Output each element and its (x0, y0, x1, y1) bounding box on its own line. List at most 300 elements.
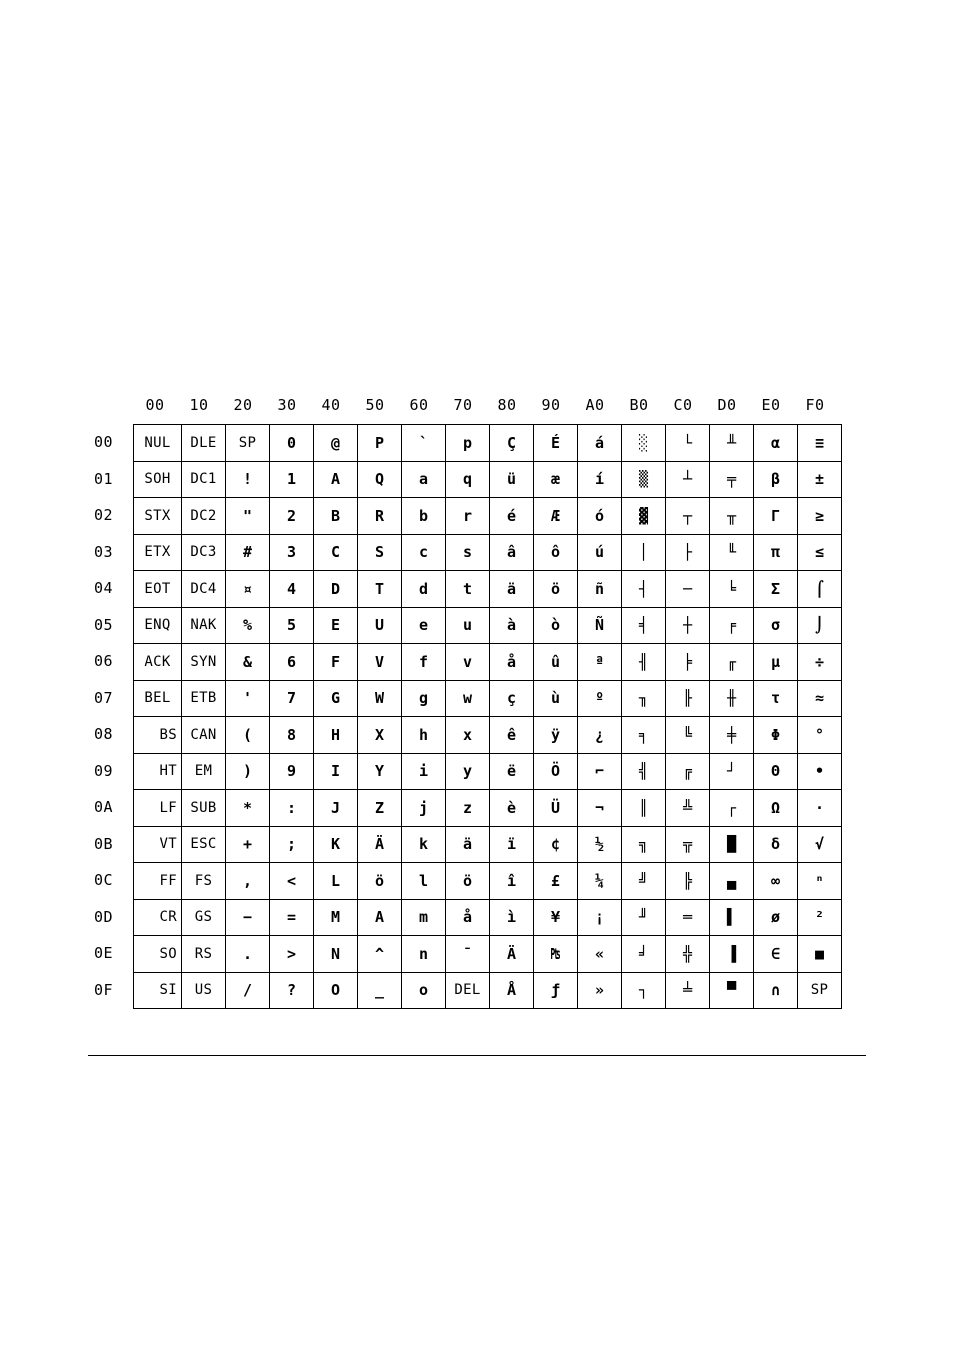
table-cell: SYN (182, 644, 226, 681)
table-cell: ` (402, 425, 446, 462)
table-cell: √ (798, 826, 842, 863)
table-cell: ' (226, 680, 270, 717)
table-cell: ê (490, 717, 534, 754)
table-cell: GS (182, 899, 226, 936)
table-cell: A (358, 899, 402, 936)
table-cell: æ (534, 461, 578, 498)
table-cell: ENQ (134, 607, 182, 644)
table-cell: ≥ (798, 498, 842, 535)
row-header: 00 (94, 433, 114, 451)
table-cell: a (402, 461, 446, 498)
table-cell: 6 (270, 644, 314, 681)
table-cell: β (754, 461, 798, 498)
table-cell: SO (134, 936, 182, 973)
table-cell: Ñ (578, 607, 622, 644)
table-cell: ▓ (622, 498, 666, 535)
column-header: 80 (497, 396, 517, 414)
table-cell: ¢ (534, 826, 578, 863)
table-cell: ┴ (666, 461, 710, 498)
table-cell: è (490, 790, 534, 827)
table-cell: ò (534, 607, 578, 644)
table-cell: ╬ (666, 936, 710, 973)
table-cell: ETX (134, 534, 182, 571)
table-cell: ï (490, 826, 534, 863)
table-cell: É (534, 425, 578, 462)
table-cell: î (490, 863, 534, 900)
table-cell: ACK (134, 644, 182, 681)
table-cell: ░ (622, 425, 666, 462)
column-header: F0 (805, 396, 825, 414)
table-cell: ö (534, 571, 578, 608)
table-cell: τ (754, 680, 798, 717)
table-row (134, 863, 842, 900)
table-cell: ¬ (578, 790, 622, 827)
table-cell: , (226, 863, 270, 900)
table-cell: y (446, 753, 490, 790)
table-cell: f (402, 644, 446, 681)
table-cell: DC4 (182, 571, 226, 608)
table-cell: ▐ (710, 936, 754, 973)
row-header: 0C (94, 871, 114, 889)
table-cell: ^ (358, 936, 402, 973)
table-cell: u (446, 607, 490, 644)
table-cell: v (446, 644, 490, 681)
table-cell: 2 (270, 498, 314, 535)
table-cell: ü (490, 461, 534, 498)
table-cell: g (402, 680, 446, 717)
row-header: 0E (94, 944, 114, 962)
table-cell: ± (798, 461, 842, 498)
table-cell: ╘ (710, 571, 754, 608)
table-cell: ; (270, 826, 314, 863)
table-row (134, 607, 842, 644)
table-cell: ! (226, 461, 270, 498)
table-cell: Æ (534, 498, 578, 535)
table-cell: ä (446, 826, 490, 863)
table-cell: é (490, 498, 534, 535)
table-cell: P (358, 425, 402, 462)
row-header: 06 (94, 652, 114, 670)
table-cell: Ü (534, 790, 578, 827)
table-cell: US (182, 972, 226, 1009)
table-cell: SP (226, 425, 270, 462)
table-cell: H (314, 717, 358, 754)
table-cell: ¿ (578, 717, 622, 754)
table-cell: ¯ (446, 936, 490, 973)
horizontal-rule (88, 1055, 866, 1056)
table-cell: e (402, 607, 446, 644)
column-header: 90 (541, 396, 561, 414)
table-cell: ╣ (622, 753, 666, 790)
table-cell: i (402, 753, 446, 790)
table-cell: ( (226, 717, 270, 754)
table-cell: û (534, 644, 578, 681)
table-cell: I (314, 753, 358, 790)
column-header: E0 (761, 396, 781, 414)
table-cell: ╙ (710, 534, 754, 571)
table-cell: S (358, 534, 402, 571)
table-cell: α (754, 425, 798, 462)
table-cell: º (578, 680, 622, 717)
table-cell: ∞ (754, 863, 798, 900)
table-cell: > (270, 936, 314, 973)
table-row (134, 534, 842, 571)
row-header: 0D (94, 907, 114, 926)
table-cell: ┐ (622, 972, 666, 1009)
table-cell: ë (490, 753, 534, 790)
table-cell: D (314, 571, 358, 608)
table-cell: Γ (754, 498, 798, 535)
table-cell: π (754, 534, 798, 571)
table-cell: ╓ (710, 644, 754, 681)
table-cell: ESC (182, 826, 226, 863)
table-row (134, 571, 842, 608)
table-cell: LF (134, 790, 182, 827)
table-cell: ä (490, 571, 534, 608)
table-cell: DC2 (182, 498, 226, 535)
table-cell: E (314, 607, 358, 644)
table-cell: █ (710, 826, 754, 863)
table-row (134, 826, 842, 863)
table-cell: p (446, 425, 490, 462)
table-cell: ─ (666, 571, 710, 608)
table-cell: Ω (754, 790, 798, 827)
table-cell: % (226, 607, 270, 644)
table-row (134, 899, 842, 936)
table-cell: FF (134, 863, 182, 900)
table-cell: CAN (182, 717, 226, 754)
table-cell: DEL (446, 972, 490, 1009)
column-header: 30 (277, 396, 297, 414)
table-cell: ⌐ (578, 753, 622, 790)
table-cell: ╩ (666, 790, 710, 827)
row-header: 0B (94, 834, 114, 853)
table-cell: ╗ (622, 826, 666, 863)
table-cell: 1 (270, 461, 314, 498)
table-cell: ╪ (710, 717, 754, 754)
table-cell: ┘ (710, 753, 754, 790)
table-cell: £ (534, 863, 578, 900)
table-cell: δ (754, 826, 798, 863)
table-cell: N (314, 936, 358, 973)
table-cell: SI (134, 972, 182, 1009)
row-header: 01 (94, 469, 114, 488)
table-cell: B (314, 498, 358, 535)
table-row (134, 644, 842, 681)
table-cell: A (314, 461, 358, 498)
table-cell: 7 (270, 680, 314, 717)
table-cell: ½ (578, 826, 622, 863)
table-cell: ø (754, 899, 798, 936)
table-cell: ┼ (666, 607, 710, 644)
table-cell: 8 (270, 717, 314, 754)
table-cell: 9 (270, 753, 314, 790)
row-header: 0F (94, 980, 114, 999)
table-row (134, 425, 842, 462)
table-cell: Ä (490, 936, 534, 973)
table-cell: • (798, 753, 842, 790)
table-cell: ┬ (666, 498, 710, 535)
table-cell: Ö (534, 753, 578, 790)
table-cell: ÷ (798, 644, 842, 681)
table-cell: m (402, 899, 446, 936)
table-cell: ª (578, 644, 622, 681)
table-cell: └ (666, 425, 710, 462)
table-cell: RS (182, 936, 226, 973)
table-cell: NUL (134, 425, 182, 462)
table-cell: µ (754, 644, 798, 681)
table-cell: * (226, 790, 270, 827)
table-cell: R (358, 498, 402, 535)
table-cell: : (270, 790, 314, 827)
table-cell: ■ (798, 936, 842, 973)
table-cell: NAK (182, 607, 226, 644)
table-cell: Σ (754, 571, 798, 608)
row-header: 08 (94, 725, 114, 743)
table-cell: Z (358, 790, 402, 827)
table-cell: VT (134, 826, 182, 863)
column-header: 20 (233, 396, 253, 414)
table-cell: FS (182, 863, 226, 900)
table-cell: DC3 (182, 534, 226, 571)
table-cell: K (314, 826, 358, 863)
table-cell: z (446, 790, 490, 827)
table-cell: BEL (134, 680, 182, 717)
table-cell: ▄ (710, 863, 754, 900)
table-cell: ÿ (534, 717, 578, 754)
table-cell: ô (534, 534, 578, 571)
table-cell: ▀ (710, 972, 754, 1009)
table-cell: Θ (754, 753, 798, 790)
column-header: D0 (717, 396, 737, 414)
table-cell: · (798, 790, 842, 827)
table-cell: ⌡ (798, 607, 842, 644)
table-cell: ║ (622, 790, 666, 827)
table-cell: EOT (134, 571, 182, 608)
table-cell: h (402, 717, 446, 754)
table-cell: ∩ (754, 972, 798, 1009)
table-cell: ╤ (710, 461, 754, 498)
table-cell: ⁿ (798, 863, 842, 900)
table-cell: 5 (270, 607, 314, 644)
table-cell: ╛ (622, 936, 666, 973)
table-cell: ≈ (798, 680, 842, 717)
table-cell: ╞ (666, 644, 710, 681)
table-row (134, 717, 842, 754)
table-cell: ╫ (710, 680, 754, 717)
table-cell: ╜ (622, 899, 666, 936)
column-header: 70 (453, 396, 473, 414)
table-cell: │ (622, 534, 666, 571)
table-cell: DC1 (182, 461, 226, 498)
table-cell: 4 (270, 571, 314, 608)
table-cell: c (402, 534, 446, 571)
table-cell: Φ (754, 717, 798, 754)
table-cell: á (578, 425, 622, 462)
column-header: 10 (189, 396, 209, 414)
table-cell: ETB (182, 680, 226, 717)
table-cell: L (314, 863, 358, 900)
table-cell: ╝ (622, 863, 666, 900)
table-cell: ö (358, 863, 402, 900)
table-cell: Y (358, 753, 402, 790)
table-cell: F (314, 644, 358, 681)
table-cell: ö (446, 863, 490, 900)
table-cell: ╖ (622, 680, 666, 717)
table-cell: BS (134, 717, 182, 754)
table-cell: ╚ (666, 717, 710, 754)
table-cell: ù (534, 680, 578, 717)
table-cell: U (358, 607, 402, 644)
table-cell: Ç (490, 425, 534, 462)
table-cell: ╠ (666, 863, 710, 900)
table-cell: ╧ (666, 972, 710, 1009)
table-cell: » (578, 972, 622, 1009)
table-cell: ▒ (622, 461, 666, 498)
table-cell: å (446, 899, 490, 936)
table-cell: X (358, 717, 402, 754)
table-cell: « (578, 936, 622, 973)
table-cell: & (226, 644, 270, 681)
table-row (134, 680, 842, 717)
table-cell: ≤ (798, 534, 842, 571)
table-cell: r (446, 498, 490, 535)
table-row (134, 936, 842, 973)
table-cell: _ (358, 972, 402, 1009)
column-header: B0 (629, 396, 649, 414)
table-cell: " (226, 498, 270, 535)
table-cell: ç (490, 680, 534, 717)
table-cell: C (314, 534, 358, 571)
table-row (134, 498, 842, 535)
table-cell: ╡ (622, 607, 666, 644)
column-header: 50 (365, 396, 385, 414)
table-cell: d (402, 571, 446, 608)
table-cell: O (314, 972, 358, 1009)
table-cell: SP (798, 972, 842, 1009)
table-cell: à (490, 607, 534, 644)
table-cell: ╕ (622, 717, 666, 754)
table-cell: ∈ (754, 936, 798, 973)
table-cell: o (402, 972, 446, 1009)
table-cell: DLE (182, 425, 226, 462)
table-cell: < (270, 863, 314, 900)
table-cell: T (358, 571, 402, 608)
table-cell: EM (182, 753, 226, 790)
row-header: 02 (94, 506, 114, 524)
table-cell: Q (358, 461, 402, 498)
table-cell: ó (578, 498, 622, 535)
table-cell: @ (314, 425, 358, 462)
table-row (134, 461, 842, 498)
table-cell: M (314, 899, 358, 936)
table-row (134, 753, 842, 790)
column-header: 60 (409, 396, 429, 414)
table-cell: â (490, 534, 534, 571)
row-header: 04 (94, 579, 114, 597)
table-cell: ² (798, 899, 842, 936)
table-cell: ¤ (226, 571, 270, 608)
table-cell: ⌠ (798, 571, 842, 608)
table-cell: CR (134, 899, 182, 936)
table-cell: n (402, 936, 446, 973)
column-header: A0 (585, 396, 605, 414)
table-cell: ì (490, 899, 534, 936)
table-cell: w (446, 680, 490, 717)
table-cell: å (490, 644, 534, 681)
table-cell: ╨ (710, 425, 754, 462)
table-cell: í (578, 461, 622, 498)
table-row (134, 790, 842, 827)
table-cell: ═ (666, 899, 710, 936)
table-cell: j (402, 790, 446, 827)
table-cell: ° (798, 717, 842, 754)
table-cell: ) (226, 753, 270, 790)
row-header: 05 (94, 615, 114, 634)
column-header: 00 (145, 396, 165, 414)
table-cell: s (446, 534, 490, 571)
table-cell: ╦ (666, 826, 710, 863)
table-cell: ┤ (622, 571, 666, 608)
table-cell: G (314, 680, 358, 717)
table-cell: Å (490, 972, 534, 1009)
table-cell: k (402, 826, 446, 863)
table-cell: W (358, 680, 402, 717)
column-header: C0 (673, 396, 693, 414)
table-cell: J (314, 790, 358, 827)
table-cell: ╟ (666, 680, 710, 717)
table-cell: V (358, 644, 402, 681)
table-cell: ₧ (534, 936, 578, 973)
table-cell: 0 (270, 425, 314, 462)
table-cell: ƒ (534, 972, 578, 1009)
table-cell: ¥ (534, 899, 578, 936)
table-cell: . (226, 936, 270, 973)
table-cell: b (402, 498, 446, 535)
table-cell: + (226, 826, 270, 863)
column-header: 40 (321, 396, 341, 414)
row-header: 09 (94, 761, 114, 780)
table-cell: ¼ (578, 863, 622, 900)
table-cell: l (402, 863, 446, 900)
table-cell: ¡ (578, 899, 622, 936)
row-header: 0A (94, 798, 114, 816)
row-header: 03 (94, 542, 114, 561)
table-cell: = (270, 899, 314, 936)
table-cell: ñ (578, 571, 622, 608)
table-cell: ╒ (710, 607, 754, 644)
table-cell: t (446, 571, 490, 608)
table-cell: ╥ (710, 498, 754, 535)
table-cell: ╢ (622, 644, 666, 681)
table-cell: Ä (358, 826, 402, 863)
table-cell: ╔ (666, 753, 710, 790)
table-cell: ┌ (710, 790, 754, 827)
table-cell: STX (134, 498, 182, 535)
table-cell: q (446, 461, 490, 498)
table-cell: 3 (270, 534, 314, 571)
table-cell: / (226, 972, 270, 1009)
table-cell: ▌ (710, 899, 754, 936)
table-cell: SOH (134, 461, 182, 498)
table-cell: ≡ (798, 425, 842, 462)
table-cell: # (226, 534, 270, 571)
character-set-table (133, 424, 842, 1009)
table-cell: ? (270, 972, 314, 1009)
table-cell: ├ (666, 534, 710, 571)
table-cell: x (446, 717, 490, 754)
table-cell: SUB (182, 790, 226, 827)
